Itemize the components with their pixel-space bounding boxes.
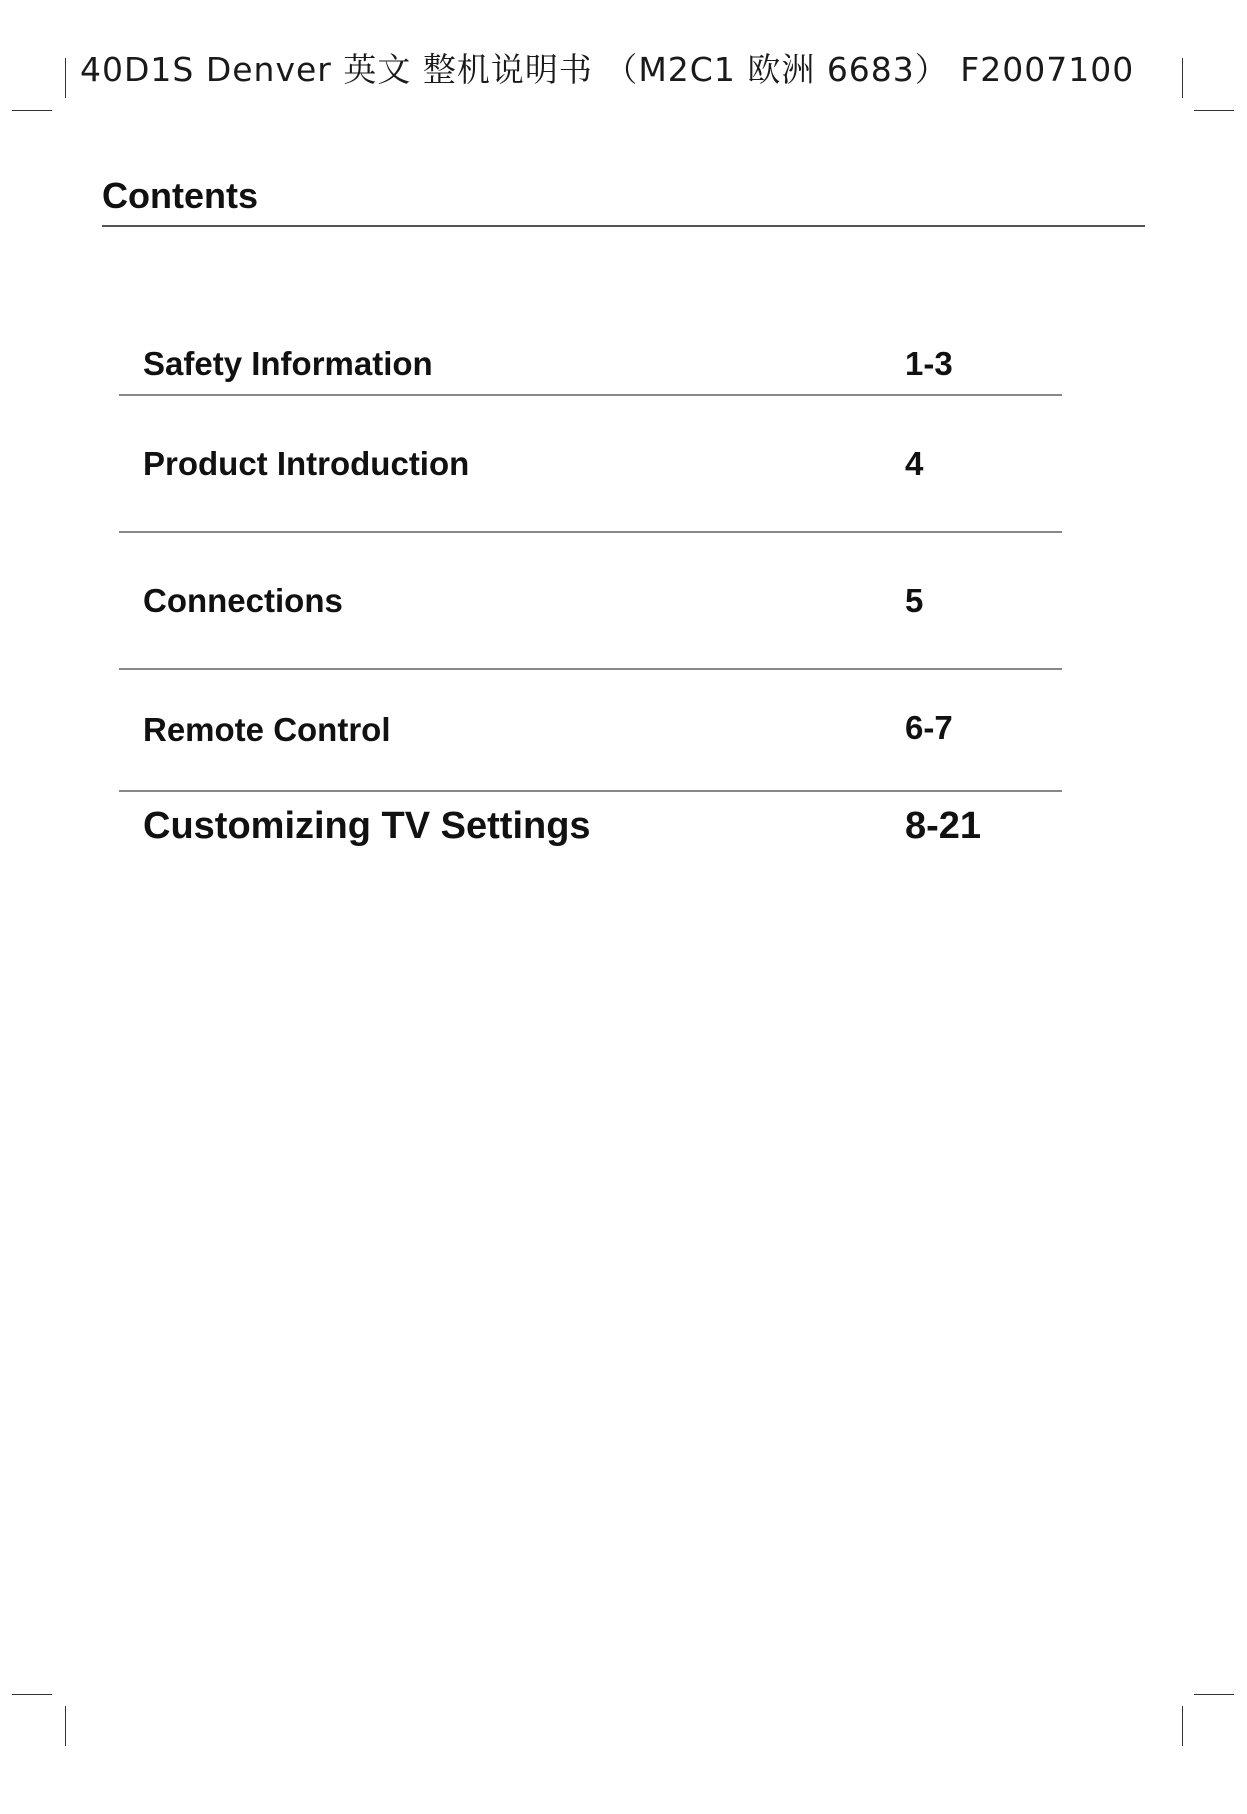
- crop-mark-bottom-right-vertical: [1182, 1706, 1183, 1746]
- crop-mark-top-left-vertical: [65, 58, 66, 98]
- toc-entry-page: 5: [905, 582, 924, 619]
- toc-entry-customizing-tv-settings[interactable]: [119, 805, 1062, 855]
- print-slug-header: 40D1S Denver 英文 整机说明书 （M2C1 欧洲 6683） F2007100: [80, 50, 1135, 89]
- toc-entry-product-introduction[interactable]: [119, 445, 1062, 489]
- toc-divider: [119, 790, 1062, 792]
- toc-entry-connections[interactable]: [119, 582, 1062, 626]
- crop-mark-top-right-horizontal: [1194, 110, 1234, 111]
- toc-entry-page: 8-21: [905, 805, 982, 847]
- toc-entry-page: 6-7: [905, 709, 953, 746]
- toc-entry-label: Product Introduction: [143, 445, 470, 482]
- toc-divider: [119, 668, 1062, 670]
- toc-entry-remote-control[interactable]: [119, 709, 1062, 753]
- crop-mark-top-left-horizontal: [12, 110, 52, 111]
- toc-entry-page: 1-3: [905, 345, 953, 382]
- toc-entry-label: Remote Control: [143, 711, 391, 748]
- crop-mark-bottom-left-horizontal: [12, 1694, 52, 1695]
- toc-entry-label: Connections: [143, 582, 343, 619]
- toc-divider: [119, 531, 1062, 533]
- toc-entry-label: Customizing TV Settings: [143, 805, 591, 847]
- crop-mark-top-right-vertical: [1182, 58, 1183, 98]
- toc-entry-safety-information[interactable]: [119, 345, 1062, 389]
- crop-mark-bottom-right-horizontal: [1194, 1694, 1234, 1695]
- page-title: Contents: [102, 175, 258, 216]
- title-divider: [102, 225, 1145, 227]
- toc-entry-label: Safety Information: [143, 345, 433, 382]
- crop-mark-bottom-left-vertical: [65, 1706, 66, 1746]
- toc-entry-page: 4: [905, 445, 924, 482]
- toc-divider: [119, 394, 1062, 396]
